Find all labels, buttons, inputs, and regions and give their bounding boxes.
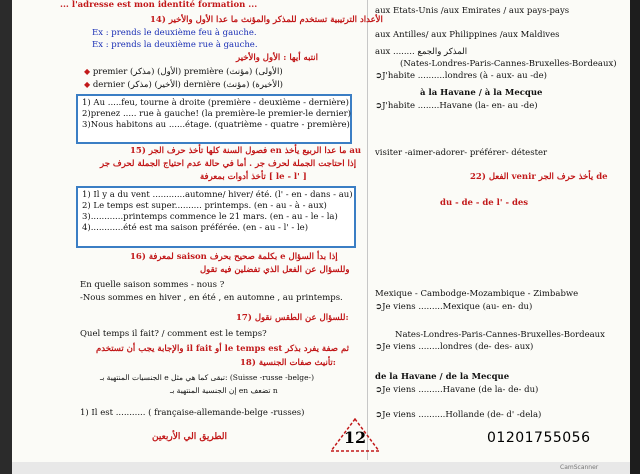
exercise-box-2 <box>76 186 356 248</box>
left-heading-17b: والإجابة يجب أن تستخدم il fait أو le temps est ثم صفة يفرد بذكر <box>96 344 349 354</box>
right-line-6: ➲J'habite ........Havane (la- en- au -de) <box>375 101 538 111</box>
right-line-8: 22) الفعل venir يأخذ حرف الجر de <box>470 172 608 182</box>
left-nationality-2: إن الجنسية المنتهية بـ en تضعف n <box>170 386 278 395</box>
left-row-dernier: ◆ dernier (مذكر) (الأخير) dernière (مؤنث) (الأخيرة) <box>84 80 283 90</box>
right-line-1: aux Etats-Unis /aux Emirates / aux pays-pays <box>375 6 570 16</box>
right-line-4: ➲J'habite ..........londres (à - aux- au -de) <box>375 71 547 81</box>
right-line-12: Nates-Londres-Paris-Cannes-Bruxelles-Bordeaux <box>395 330 605 340</box>
right-line-2: aux Antilles/ aux Philippines /aux Maldives <box>375 30 560 40</box>
scan-bottom-strip <box>12 462 630 474</box>
right-line-15: ➲Je viens .........Havane (de la- de- du) <box>375 385 539 395</box>
diamond-icon: ◆ <box>84 67 91 76</box>
right-line-5: à la Havane / à la Mecque <box>420 88 543 98</box>
right-line-10: Mexique - Cambodge-Mozambique - Zimbabwe <box>375 289 579 299</box>
left-heading-15c: تأخذ أدوات بمعرفة [ le - l' ] <box>200 172 307 182</box>
right-line-14: de la Havane / de la Mecque <box>375 372 510 382</box>
left-heading-14: 14) الأعداد الترتيبية تستخدم للمذكر والمؤنث ما عدا الأول والأخير <box>150 15 383 25</box>
right-line-3a: aux ........ المذكر والجمع <box>375 47 468 57</box>
right-line-11: ➲Je viens .........Mexique (au- en- du) <box>375 302 533 312</box>
right-line-16: ➲Je viens ..........Hollande (de- d' -dela) <box>375 410 542 420</box>
arrow-icon: ➲ <box>375 342 383 352</box>
left-question-1: En quelle saison sommes - nous ? <box>80 280 225 290</box>
exercise-1-line: 3)Nous habitons au ......étage. (quatrième - quatre - première) <box>82 120 350 130</box>
exercise-1-line: 1) Au .....feu, tourne à droite (première - deuxième - dernière) <box>82 98 349 108</box>
left-heading-15b: إذا احتاجت الجملة لحرف جر . أما في حالة عدم احتياج الجملة لحرف جر <box>100 159 357 169</box>
left-nationality-1: الجنسيات المنتهية بـ e تبقى كما هي مثل: (Suisse -russe -belge-) <box>100 373 315 382</box>
right-line-3b: (Nates-Londres-Paris-Cannes-Bruxelles-Bordeaux) <box>400 59 617 69</box>
left-row-premier: ◆ premier (مذكر) (الأول) première (مؤنث) (الأولى) <box>84 67 283 77</box>
diamond-icon: ◆ <box>84 80 91 89</box>
left-heading-premier: انتبه أيها : الأول والأخير <box>236 53 318 63</box>
exercise-2-line: 3)............printemps commence le 21 mars. (en - au - le - la) <box>82 212 338 222</box>
phone-number: 01201755056 <box>487 430 591 446</box>
arrow-icon: ➲ <box>375 302 383 312</box>
left-top-clip: ... l'adresse est mon identité formation ... <box>60 0 258 10</box>
left-example-1: Ex : prends le deuxième feu à gauche. <box>92 28 257 38</box>
footer-tag: CamScanner <box>560 464 599 471</box>
arrow-icon: ➲ <box>375 385 383 395</box>
exercise-box-1 <box>76 94 352 144</box>
exercise-2-line: 2) Le temps est super.......... printemps. (en - au - à - aux) <box>82 201 327 211</box>
right-line-9: du - de - de l' - des <box>440 198 529 208</box>
arrow-icon: ➲ <box>375 410 383 420</box>
arrow-icon: ➲ <box>375 71 383 81</box>
scan-edge-right <box>630 0 640 474</box>
left-heading-18: 18) تأنيث صفات الجنسية: <box>240 358 336 368</box>
right-line-7: visiter -aimer-adorer- préférer- détester <box>375 148 548 158</box>
arrow-icon: ➲ <box>375 101 383 111</box>
left-answer-1: -Nous sommes en hiver , en été , en automne , au printemps. <box>80 293 343 303</box>
exercise-2-line: 4)............été est ma saison préférée. (en - au - l' - le) <box>82 223 309 233</box>
exercise-1-line: 2)prenez ..... rue à gauche! (la première-le premier-le dernier) <box>82 109 351 119</box>
scan-edge-left <box>0 0 12 474</box>
page-number: 12 <box>343 428 367 447</box>
left-question-2: Quel temps il fait? / comment est le temps? <box>80 329 267 339</box>
left-heading-17: 17) للسؤال عن الطقس نقول: <box>236 313 349 323</box>
left-heading-15: 15) فصول السنة كلها تأخذ حرف الجر en ما عدا الربيع يأخذ au <box>130 146 362 156</box>
page-number-badge <box>330 418 380 452</box>
left-heading-16: 16) لمعرفة saison بكلمة صحيح بحرف e إذا بدأ السؤال <box>130 252 338 262</box>
left-heading-16b: وللسؤال عن الفعل الذي تفضلين فيه تقول <box>200 265 350 275</box>
left-example-3: 1) Il est ........... ( française-allemande-belge -russes) <box>80 408 305 418</box>
column-divider <box>367 0 368 460</box>
left-example-2: Ex : prends la deuxième rue à gauche. <box>92 40 258 50</box>
right-line-13: ➲Je viens ........londres (de- des- aux) <box>375 342 534 352</box>
exercise-2-line: 1) Il y a du vent ............automne/ hiver/ été. (l' - en - dans - au) <box>82 190 353 200</box>
left-final-text: الطريق الي الأربعين <box>152 432 228 442</box>
